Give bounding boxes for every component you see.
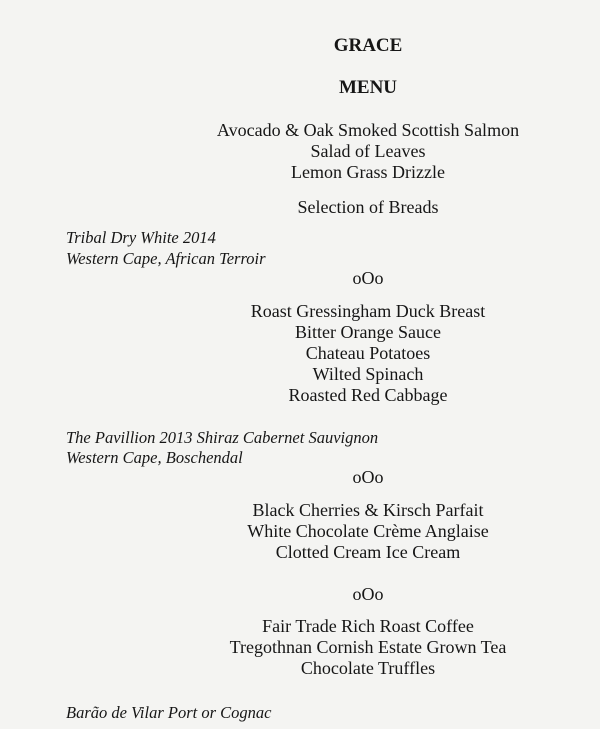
course-item: Fair Trade Rich Roast Coffee bbox=[262, 616, 474, 636]
separator: oOo bbox=[352, 268, 384, 288]
course-item: Salad of Leaves bbox=[310, 141, 426, 161]
wine-origin: Western Cape, African Terroir bbox=[66, 249, 266, 268]
wine-name: Tribal Dry White 2014 bbox=[66, 228, 216, 247]
course-item: Black Cherries & Kirsch Parfait bbox=[252, 500, 484, 520]
course-item: Wilted Spinach bbox=[312, 364, 424, 384]
course-item: Roasted Red Cabbage bbox=[288, 385, 448, 405]
course-item: Chateau Potatoes bbox=[305, 343, 431, 363]
course-item: Chocolate Truffles bbox=[300, 658, 436, 678]
course-item: Bitter Orange Sauce bbox=[295, 322, 441, 342]
course-extra: Selection of Breads bbox=[297, 197, 439, 217]
separator: oOo bbox=[352, 584, 384, 604]
course-item: Lemon Grass Drizzle bbox=[291, 162, 445, 182]
separator: oOo bbox=[352, 467, 384, 487]
menu-heading: MENU bbox=[338, 77, 398, 98]
menu-title: GRACE bbox=[333, 35, 403, 56]
course-item: Clotted Cream Ice Cream bbox=[275, 542, 461, 562]
course-item: Avocado & Oak Smoked Scottish Salmon bbox=[216, 120, 520, 140]
course-item: Roast Gressingham Duck Breast bbox=[250, 301, 486, 321]
course-item: Tregothnan Cornish Estate Grown Tea bbox=[229, 637, 507, 657]
wine-name: The Pavillion 2013 Shiraz Cabernet Sauvignon bbox=[66, 428, 379, 447]
wine-name: Barão de Vilar Port or Cognac bbox=[66, 703, 272, 722]
course-item: White Chocolate Crème Anglaise bbox=[247, 521, 489, 541]
wine-origin: Western Cape, Boschendal bbox=[66, 448, 243, 467]
